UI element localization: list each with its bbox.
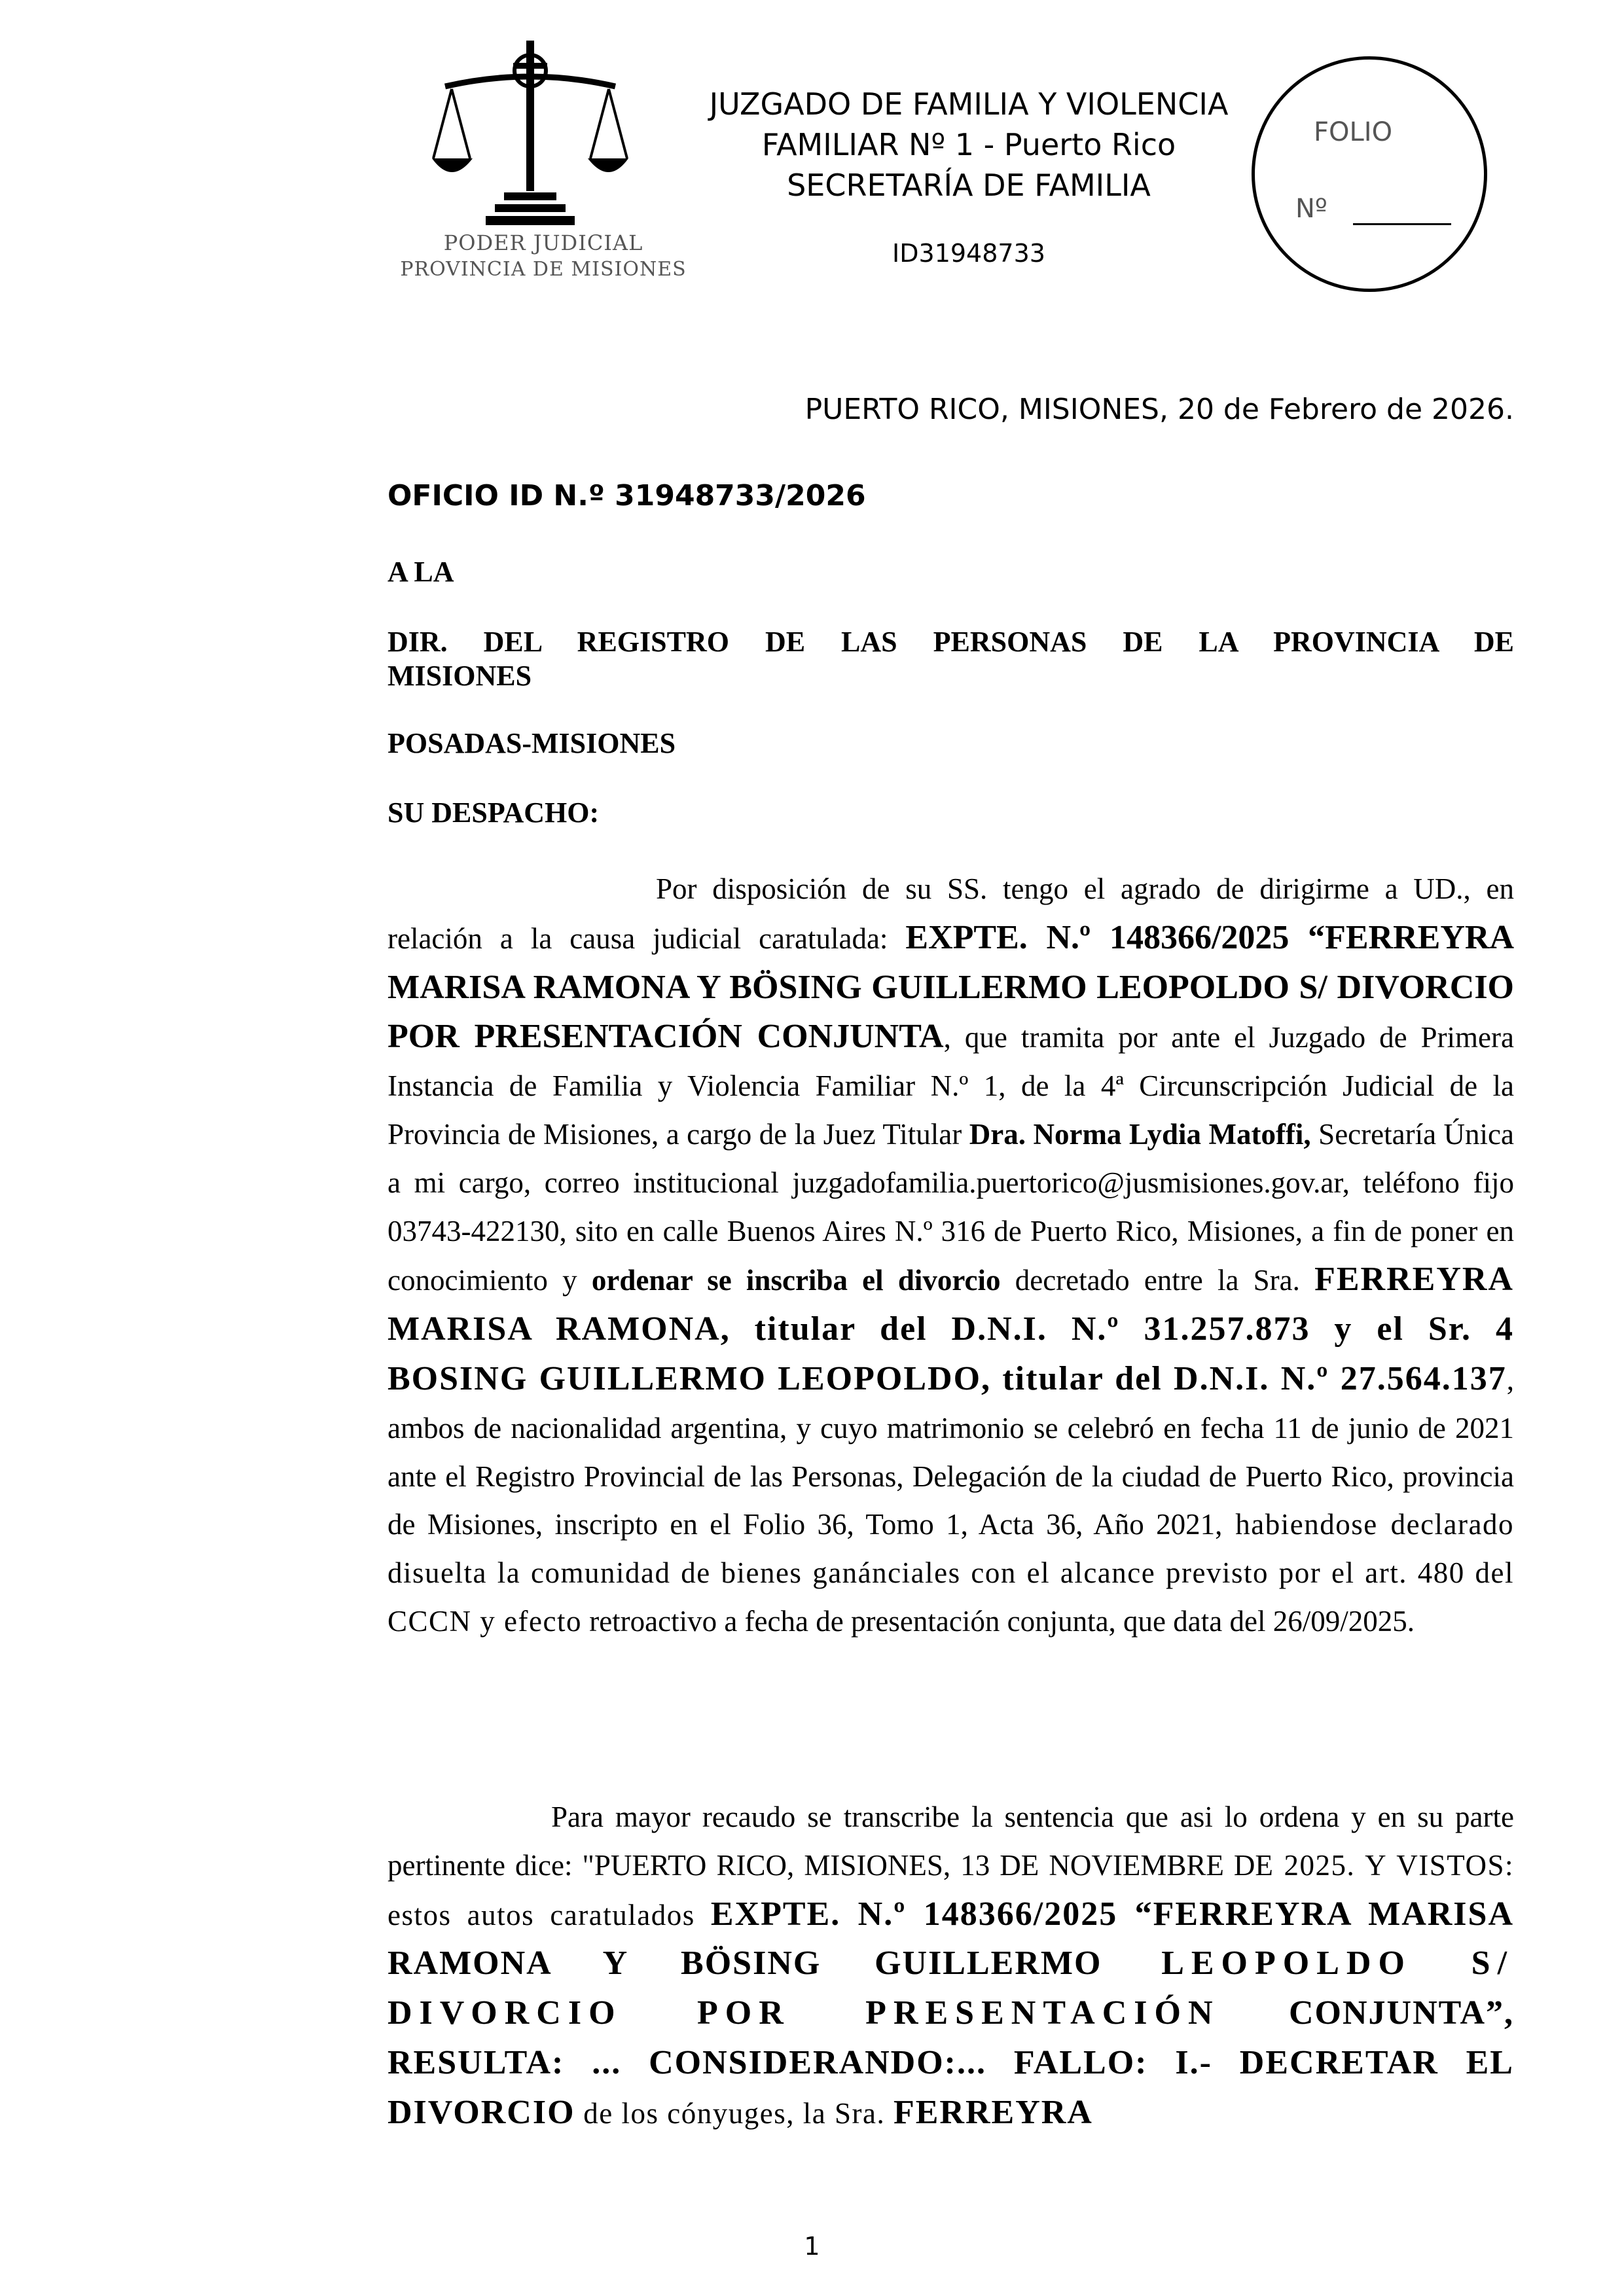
paragraph-1: [388, 865, 1514, 1646]
court-header: [681, 84, 1257, 206]
judge-name: Dra. Norma Lydia Matoffi,: [969, 1117, 1311, 1151]
case-title: EXPTE. N.º 148366/2025 “FERREYRA MARISA RAMONA Y BÖSING GUILLERMO LEOPOLDO S/ DIVORCIO POR PRESENTACIÓN CONJUNTA: [388, 918, 1514, 1056]
poder-judicial-logo: [393, 41, 694, 289]
recipient-line2: MISIONES: [388, 660, 532, 692]
para1-text10: habiendose declarado disuelta la comunidad de bienes ganánciales con el alcance previsto por el art. 480 del CCCN y efecto: [388, 1508, 1514, 1638]
folio-number-blank: [1353, 223, 1451, 225]
parties-names: FERREYRA MARISA RAMONA, titular del D.N.I. N.º 31.257.873 y el Sr. 4 BOSING GUILLERMO LEOPOLDO, titular del D.N.I. N.º 27.564.137: [388, 1261, 1514, 1397]
para2-text1: Para mayor recaudo se transcribe la sentencia que asi lo ordena y en su parte pertinente dice: "PUERTO RICO, MISIONES, 13 DE NOVIEMBRE DE: [388, 1801, 1514, 1882]
para1-text11: retroactivo a fecha de presentación conjunta, que data del 26/09/2025.: [581, 1604, 1415, 1638]
para1-text1: Por disposición de su SS. tengo el agrado de dirigirme a UD., en relación a la causa judicial caratulada:: [388, 872, 1514, 955]
folio-stamp: [1252, 56, 1487, 292]
court-name-line2: FAMILIAR Nº 1 - Puerto Rico: [761, 127, 1176, 162]
sentence-case-title: EXPTE. N.º 148366/2025 “FERREYRA MARISA RAMONA Y BÖSING GUILLERMO: [388, 1895, 1515, 1982]
sentence-ruling: CONJUNTA”, RESULTA: ... CONSIDERANDO:... FALLO: I.- DECRETAR EL DIVORCIO: [388, 1994, 1514, 2131]
date-line: PUERTO RICO, MISIONES, 20 de Febrero de 2026.: [804, 393, 1514, 426]
para1-text7: decretado entre la Sra.: [1000, 1264, 1315, 1297]
sentence-case-title-2: LEOPOLDO S/ DIVORCIO POR PRESENTACIÓN: [388, 1945, 1515, 2032]
scales-of-justice-icon: [432, 41, 628, 230]
para1-text9: , ambos de nacionalidad argentina, y cuyo matrimonio se celebró en fecha 11 de junio de 2021 ante el Registro Provincial de las Personas, Delegación de la ciudad de Puerto Rico, provincia de Misiones, inscripto en el Folio 36, Tomo 1, Acta 36, Año 2021,: [388, 1363, 1514, 1541]
folio-number-label: Nº: [1295, 194, 1327, 224]
logo-text-line1: PODER JUDICIAL: [443, 230, 643, 255]
recipient-city: POSADAS-MISIONES: [388, 727, 676, 759]
paragraph-2: [388, 1793, 1514, 2138]
order-phrase: ordenar se inscriba el divorcio: [591, 1264, 1001, 1297]
para2-text7: FERREYRA: [893, 2093, 1093, 2131]
salutation: SU DESPACHO:: [388, 797, 600, 829]
para2-text6: de los cónyuges, la Sra.: [575, 2096, 893, 2130]
oficio-id: OFICIO ID N.º 31948733/2026: [388, 479, 866, 512]
para1-text3: , que tramita por ante el Juzgado de Primera Instancia de Familia y Violencia Familiar N.º 1, de la 4ª Circunscripción Judicial de la Provincia de Misiones, a cargo de la Juez Titular: [388, 1021, 1514, 1151]
para1-text5: Secretaría Única a mi cargo, correo institucional juzgadofamilia.puertorico@jusmisiones.gov.ar, teléfono fijo 03743-422130, sito en calle Buenos Aires N.º 316 de Puerto Rico, Misiones, a fin de poner en conocimiento y: [388, 1117, 1514, 1297]
recipient-prefix: A LA: [388, 556, 454, 588]
court-secretariat: SECRETARÍA DE FAMILIA: [787, 168, 1151, 203]
document-id: ID31948733: [892, 239, 1045, 268]
folio-title: FOLIO: [1314, 117, 1393, 147]
page-number: 1: [804, 2232, 820, 2261]
court-name-line1: JUZGADO DE FAMILIA Y VIOLENCIA: [709, 86, 1229, 122]
para2-text2: 2025. Y VISTOS: estos autos caratulados: [388, 1848, 1514, 1931]
logo-text-line2: PROVINCIA DE MISIONES: [400, 258, 687, 281]
recipient-line1: DIR. DEL REGISTRO DE LAS PERSONAS DE LA PROVINCIA DE: [388, 626, 1514, 658]
